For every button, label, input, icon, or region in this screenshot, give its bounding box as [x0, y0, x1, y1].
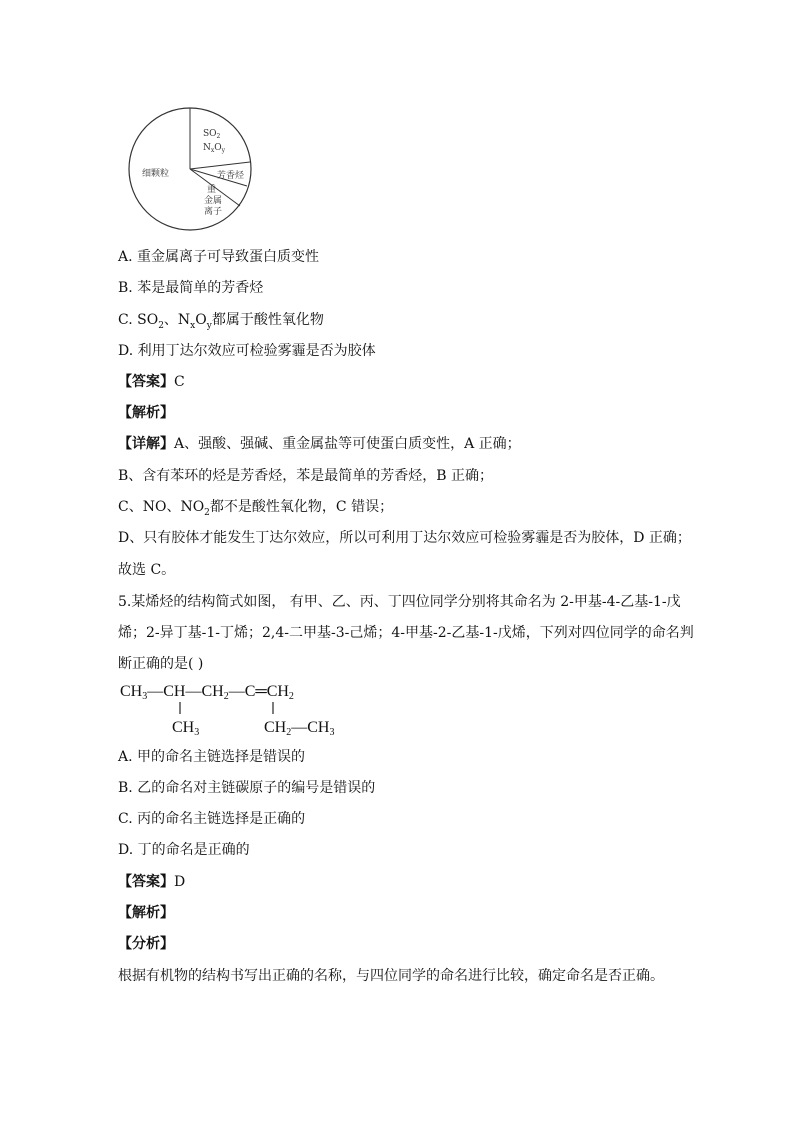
alkene-structural-formula: [118, 678, 368, 740]
label-nxoy: $N_xO_y$: [203, 143, 226, 154]
q5-analysis-text: 根据有机物的结构书写出正确的名称，与四位同学的命名进行比较，确定命名是否正确。: [118, 968, 664, 984]
q4-option-c: C. $SO_2$、$N_xO_y$都属于酸性氧化物: [118, 312, 324, 331]
q4-detail-b: B、含有苯环的烃是芳香烃，苯是最简单的芳香烃，B 正确；: [118, 468, 494, 484]
q4-answer: 【答案】C: [118, 374, 185, 390]
label-aromatics: 芳香烃: [217, 171, 245, 181]
label-heavy-1: 重: [207, 185, 217, 195]
q5-option-b: B. 乙的命名对主链碳原子的编号是错误的: [118, 780, 376, 796]
q5-option-c: C. 丙的命名主链选择是正确的: [118, 811, 306, 827]
q5-analysis-sub-heading: 【分析】: [118, 936, 174, 952]
label-so2: $SO_2$: [203, 129, 221, 140]
label-fine-particles: 细颗粒: [142, 169, 170, 179]
q4-detail-c: C、NO、$NO_2$都不是酸性氧化物，C 错误；: [118, 499, 394, 518]
q5-analysis-heading: 【解析】: [118, 905, 174, 921]
label-heavy-3: 离子: [204, 207, 223, 217]
main-chain: CH3—CH—CH2—C═CH2: [120, 683, 294, 702]
pollutant-pie-figure: [120, 104, 260, 234]
q4-detail-d: D、只有胶体才能发生丁达尔效应，所以可利用丁达尔效应可检验雾霾是否为胶体，D 正确；: [118, 530, 691, 546]
q5-option-a: A. 甲的命名主链选择是错误的: [118, 749, 306, 765]
q4-option-b: B. 苯是最简单的芳香烃: [118, 280, 264, 296]
methyl-branch: CH3: [172, 719, 200, 738]
q5-answer: 【答案】D: [118, 874, 186, 890]
q4-detail-a: 【详解】A、强酸、强碱、重金属盐等可使蛋白质变性，A 正确；: [118, 436, 521, 452]
pie-divider-aromatic-upper: [190, 162, 250, 169]
label-heavy-2: 金属: [204, 196, 223, 206]
q4-option-a: A. 重金属离子可导致蛋白质变性: [118, 249, 320, 265]
q5-option-d: D. 丁的命名是正确的: [118, 842, 250, 858]
q4-analysis-heading: 【解析】: [118, 405, 174, 421]
q5-stem-line-3: 断正确的是( ): [118, 656, 204, 672]
q4-conclusion: 故选 C。: [118, 562, 176, 578]
q4-option-d: D. 利用丁达尔效应可检验雾霾是否为胶体: [118, 343, 376, 359]
ethyl-branch: CH2—CH3: [264, 719, 335, 738]
q5-stem-line-2: 烯；2-异丁基-1-丁烯；2,4-二甲基-3-己烯；4-甲基-2-乙基-1-戊烯，下列对四位同学的命名判: [118, 625, 694, 641]
q5-stem-line-1: 5.某烯烃的结构简式如图， 有甲、乙、丙、丁四位同学分别将其命名为 2-甲基-4-乙基-1-戊: [118, 594, 681, 610]
